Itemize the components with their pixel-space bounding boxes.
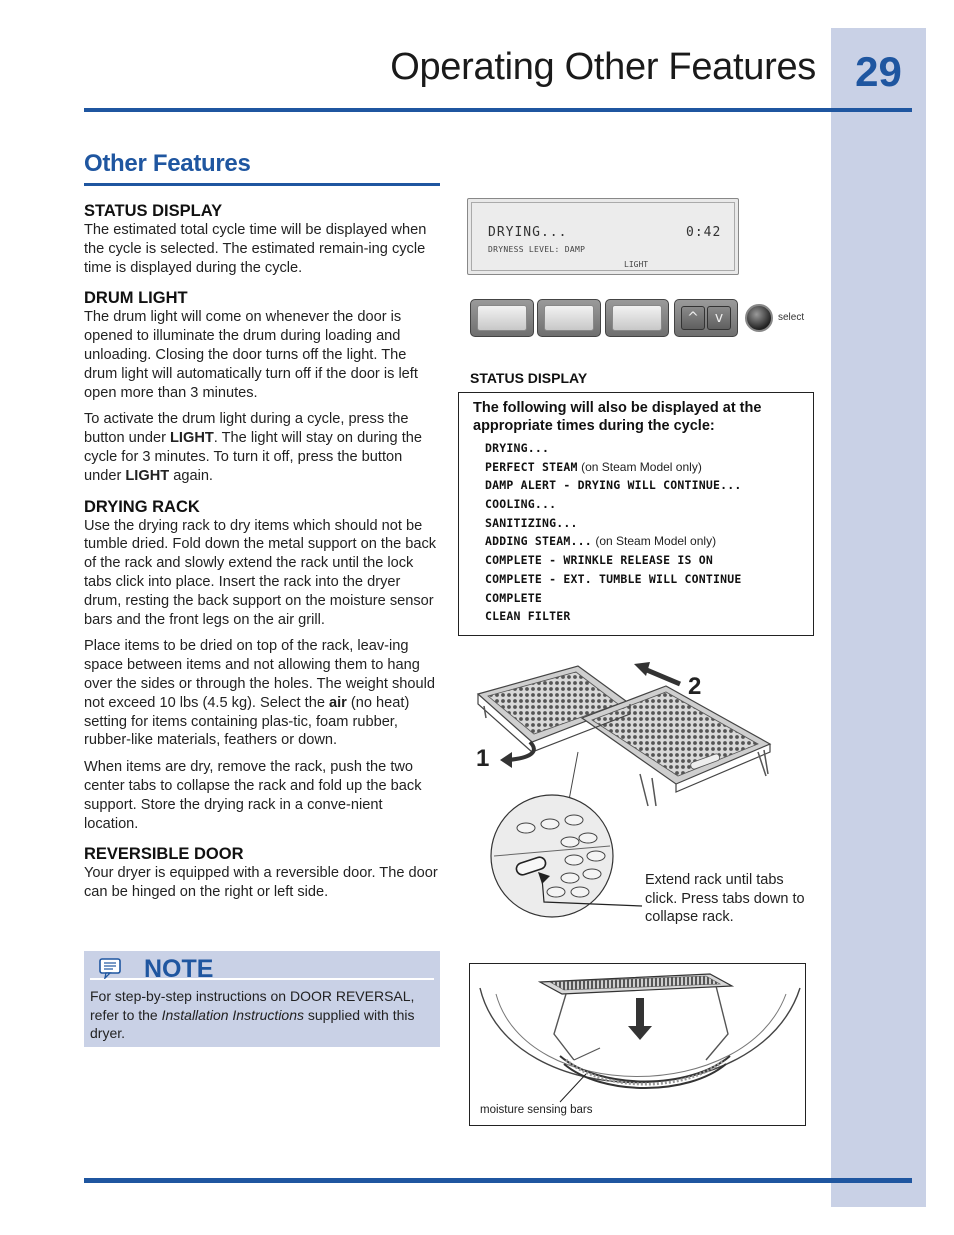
- section-heading: Other Features: [84, 150, 440, 186]
- list-item: PERFECT STEAM (on Steam Model only): [485, 459, 702, 474]
- list-item: COMPLETE - WRINKLE RELEASE IS ON: [485, 553, 713, 568]
- control-button-3: [605, 299, 669, 337]
- lcd-display: [467, 198, 739, 275]
- note-header: [90, 955, 434, 983]
- drum-light-activate-text: To activate the drum light during a cycle, press the button under LIGHT. The light will stay on during the cycle for 3 minutes. To turn it off, press the button under LIGHT again.: [84, 411, 423, 484]
- lcd-dryness-level: DRYNESS LEVEL: DAMP: [488, 245, 586, 254]
- drying-rack-text: Use the drying rack to dry items which should not be tumble dried. Fold down the metal support on the back of the rack and slowly extend the rack until the lock tabs click into place. Insert the rack into the dryer drum, resting the back support on the moisture sensor bars and the front legs on the air grill.: [84, 517, 437, 628]
- status-display-box: [458, 392, 814, 636]
- moisture-bars: [560, 1056, 730, 1088]
- left-column: [84, 150, 440, 910]
- drum-light-heading: DRUM LIGHT: [84, 289, 188, 308]
- list-item: COMPLETE: [485, 590, 542, 605]
- drum-caption: moisture sensing bars: [480, 1104, 593, 1116]
- list-item: SANITIZING...: [485, 515, 578, 530]
- status-display-caption: STATUS DISPLAY: [470, 370, 588, 386]
- drying-rack-placement-text: Place items to be dried on top of the rack, leav-ing space between items and not allowing them to hang over the sides or through the holes. The weight should not exceed 10 lbs (4.5 kg). Select the air (no heat) setting for items containing plas-tic, foam rubber, rubber-like materials, feathers or down.: [84, 638, 436, 749]
- status-intro: The following will also be displayed at the appropriate times during the cycle:: [473, 400, 762, 434]
- note-title: NOTE: [144, 955, 214, 983]
- drying-rack-heading: DRYING RACK: [84, 497, 200, 516]
- reversible-door-heading: REVERSIBLE DOOR: [84, 845, 244, 864]
- drying-rack-storage-text: When items are dry, remove the rack, push the two center tabs to collapse the rack and fold up the back support. Store the drying rack in a conve-nient location.: [84, 759, 422, 832]
- drum-light-text: The drum light will come on whenever the door is opened to illuminate the drum during loading and unloading. Closing the door turns off the light. The drum light will automatically turn off if the door is left open more than 3 minutes.: [84, 309, 418, 401]
- drum-drawing: [470, 964, 806, 1126]
- caption-leader-line: [560, 1074, 586, 1102]
- select-label: select: [778, 312, 805, 323]
- list-item: ADDING STEAM... (on Steam Model only): [485, 534, 717, 549]
- arrow-buttons: [674, 299, 738, 337]
- extend-arrow-icon: [634, 662, 680, 684]
- chevron-down-icon: v: [707, 306, 731, 330]
- control-button-1: [470, 299, 534, 337]
- note-box: [84, 951, 440, 1047]
- lcd-light-label: LIGHT: [624, 260, 649, 269]
- list-item: CLEAN FILTER: [485, 609, 571, 624]
- chevron-up-icon: ^: [681, 306, 705, 330]
- list-item: COOLING...: [485, 497, 557, 512]
- list-item: COMPLETE - EXT. TUMBLE WILL CONTINUE: [485, 571, 742, 586]
- side-band: [831, 28, 926, 1207]
- lcd-time: 0:42: [686, 225, 722, 240]
- status-display-text: The estimated total cycle time will be displayed when the cycle is selected. The estimated remain-ing cycle time is displayed during the cycle.: [84, 222, 427, 276]
- drum-illustration: [469, 963, 806, 1126]
- footer-rule: [84, 1178, 912, 1183]
- select-knob: [745, 304, 773, 332]
- lcd-screen: [471, 202, 735, 271]
- fold-arrow-icon: [500, 742, 534, 768]
- page-number: 29: [855, 48, 902, 95]
- rack-caption: Extend rack until tabs click. Press tabs down to collapse rack.: [645, 872, 805, 926]
- reversible-door-text: Your dryer is equipped with a reversible door. The door can be hinged on the right or left side.: [84, 865, 438, 901]
- down-arrow-icon: [628, 998, 652, 1040]
- control-button-2: [537, 299, 601, 337]
- step-1-label: 1: [476, 745, 490, 772]
- status-message-list: [485, 439, 741, 626]
- page-title: Operating Other Features: [390, 46, 816, 88]
- header-rule: [84, 108, 912, 112]
- note-icon: [98, 957, 124, 979]
- lcd-status-text: DRYING...: [488, 225, 568, 240]
- list-item: DAMP ALERT - DRYING WILL CONTINUE...: [485, 478, 742, 493]
- tab-detail-circle: [491, 795, 613, 917]
- list-item: DRYING...: [485, 441, 550, 455]
- step-2-label: 2: [688, 673, 702, 700]
- status-display-heading: STATUS DISPLAY: [84, 202, 223, 220]
- note-text: For step-by-step instructions on DOOR REVERSAL, refer to the Installation Instructions supplied with this dryer.: [90, 988, 415, 1041]
